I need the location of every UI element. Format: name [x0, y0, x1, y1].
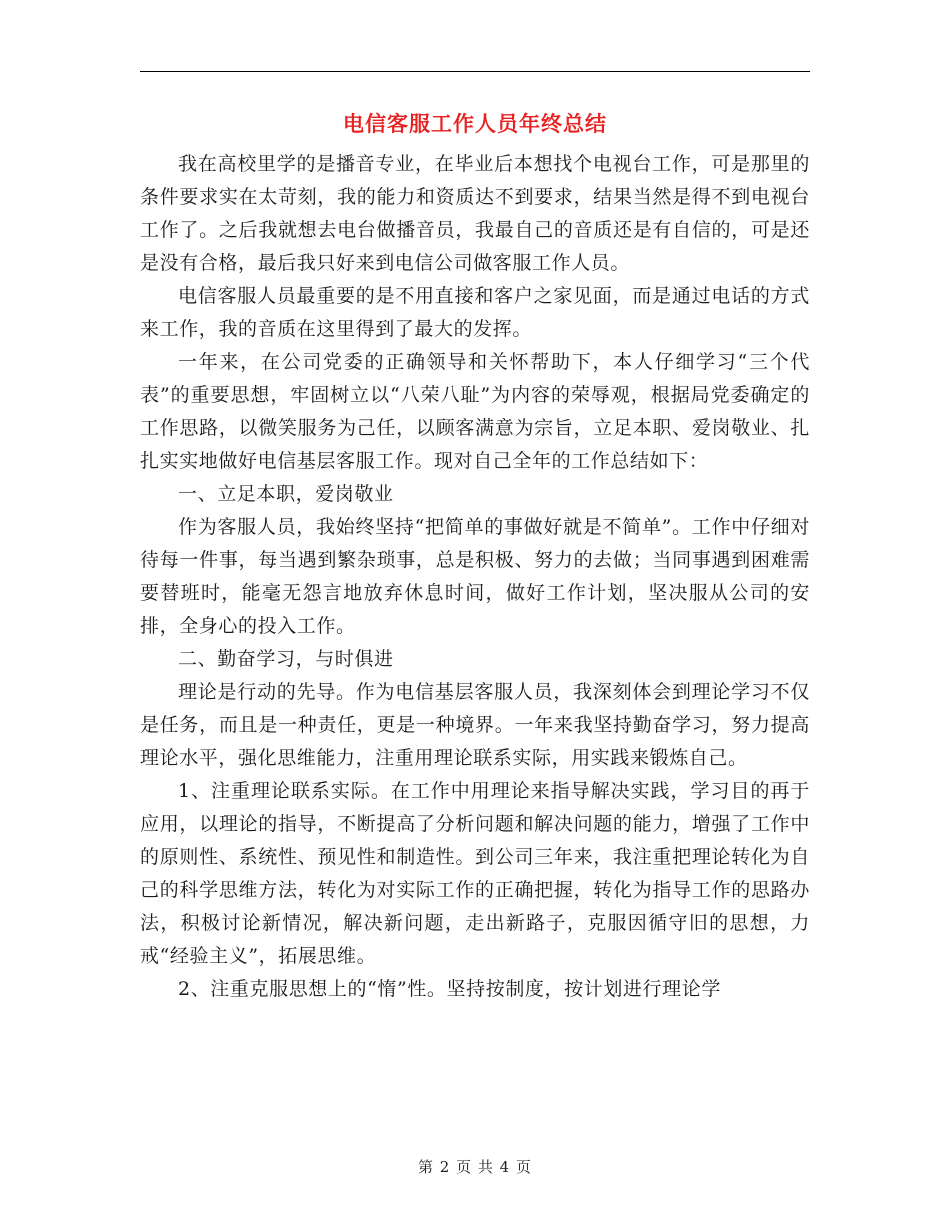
- paragraph-voice: 电信客服人员最重要的是不用直接和客户之家见面，而是通过电话的方式来工作，我的音质在这里得到了最大的发挥。: [140, 285, 810, 340]
- paragraph-section-1: 作为客服人员，我始终坚持“把简单的事做好就是不简单”。工作中仔细对待每一件事，每当遇到繁杂琐事，总是积极、努力的去做；当同事遇到困难需要替班时，能毫无怨言地放弃休息时间，做好工作计划，坚决服从公司的安排，全身心的投入工作。: [140, 516, 810, 637]
- section-heading-2: 二、勤奋学习，与时俱进: [178, 648, 394, 670]
- paragraph-section-2: 理论是行动的先导。作为电信基层客服人员，我深刻体会到理论学习不仅是任务，而且是一种责任，更是一种境界。一年来我坚持勤奋学习，努力提高理论水平，强化思维能力，注重用理论联系实际，用实践来锻炼自己。: [140, 681, 810, 769]
- paragraph-summary-intro: 一年来，在公司党委的正确领导和关怀帮助下，本人仔细学习“三个代表”的重要思想，牢固树立以“八荣八耻”为内容的荣辱观，根据局党委确定的工作思路，以微笑服务为己任，以顾客满意为宗旨，立足本职、爱岗敬业、扎扎实实地做好电信基层客服工作。现对自己全年的工作总结如下：: [140, 351, 810, 472]
- paragraph-point-2: 2、注重克服思想上的“惰”性。坚持按制度，按计划进行理论学: [178, 978, 721, 1000]
- paragraph-intro: 我在高校里学的是播音专业，在毕业后本想找个电视台工作，可是那里的条件要求实在太苛刻，我的能力和资质达不到要求，结果当然是得不到电视台工作了。之后我就想去电台做播音员，我最自己的音质还是有自信的，可是还是没有合格，最后我只好来到电信公司做客服工作人员。: [140, 153, 810, 274]
- document-title: 电信客服工作人员年终总结: [343, 112, 607, 136]
- document-body: [140, 148, 810, 1006]
- header-rule: [140, 71, 810, 72]
- paragraph-point-1: 1、注重理论联系实际。在工作中用理论来指导解决实践，学习目的再于应用，以理论的指导，不断提高了分析问题和解决问题的能力，增强了工作中的原则性、系统性、预见性和制造性。到公司三年来，我注重把理论转化为自己的科学思维方法，转化为对实际工作的正确把握，转化为指导工作的思路办法，积极讨论新情况，解决新问题，走出新路子，克服因循守旧的思想，力戒“经验主义”，拓展思维。: [140, 780, 810, 967]
- section-heading-1: 一、立足本职，爱岗敬业: [178, 483, 394, 505]
- page-number: 第 2 页 共 4 页: [418, 1158, 532, 1176]
